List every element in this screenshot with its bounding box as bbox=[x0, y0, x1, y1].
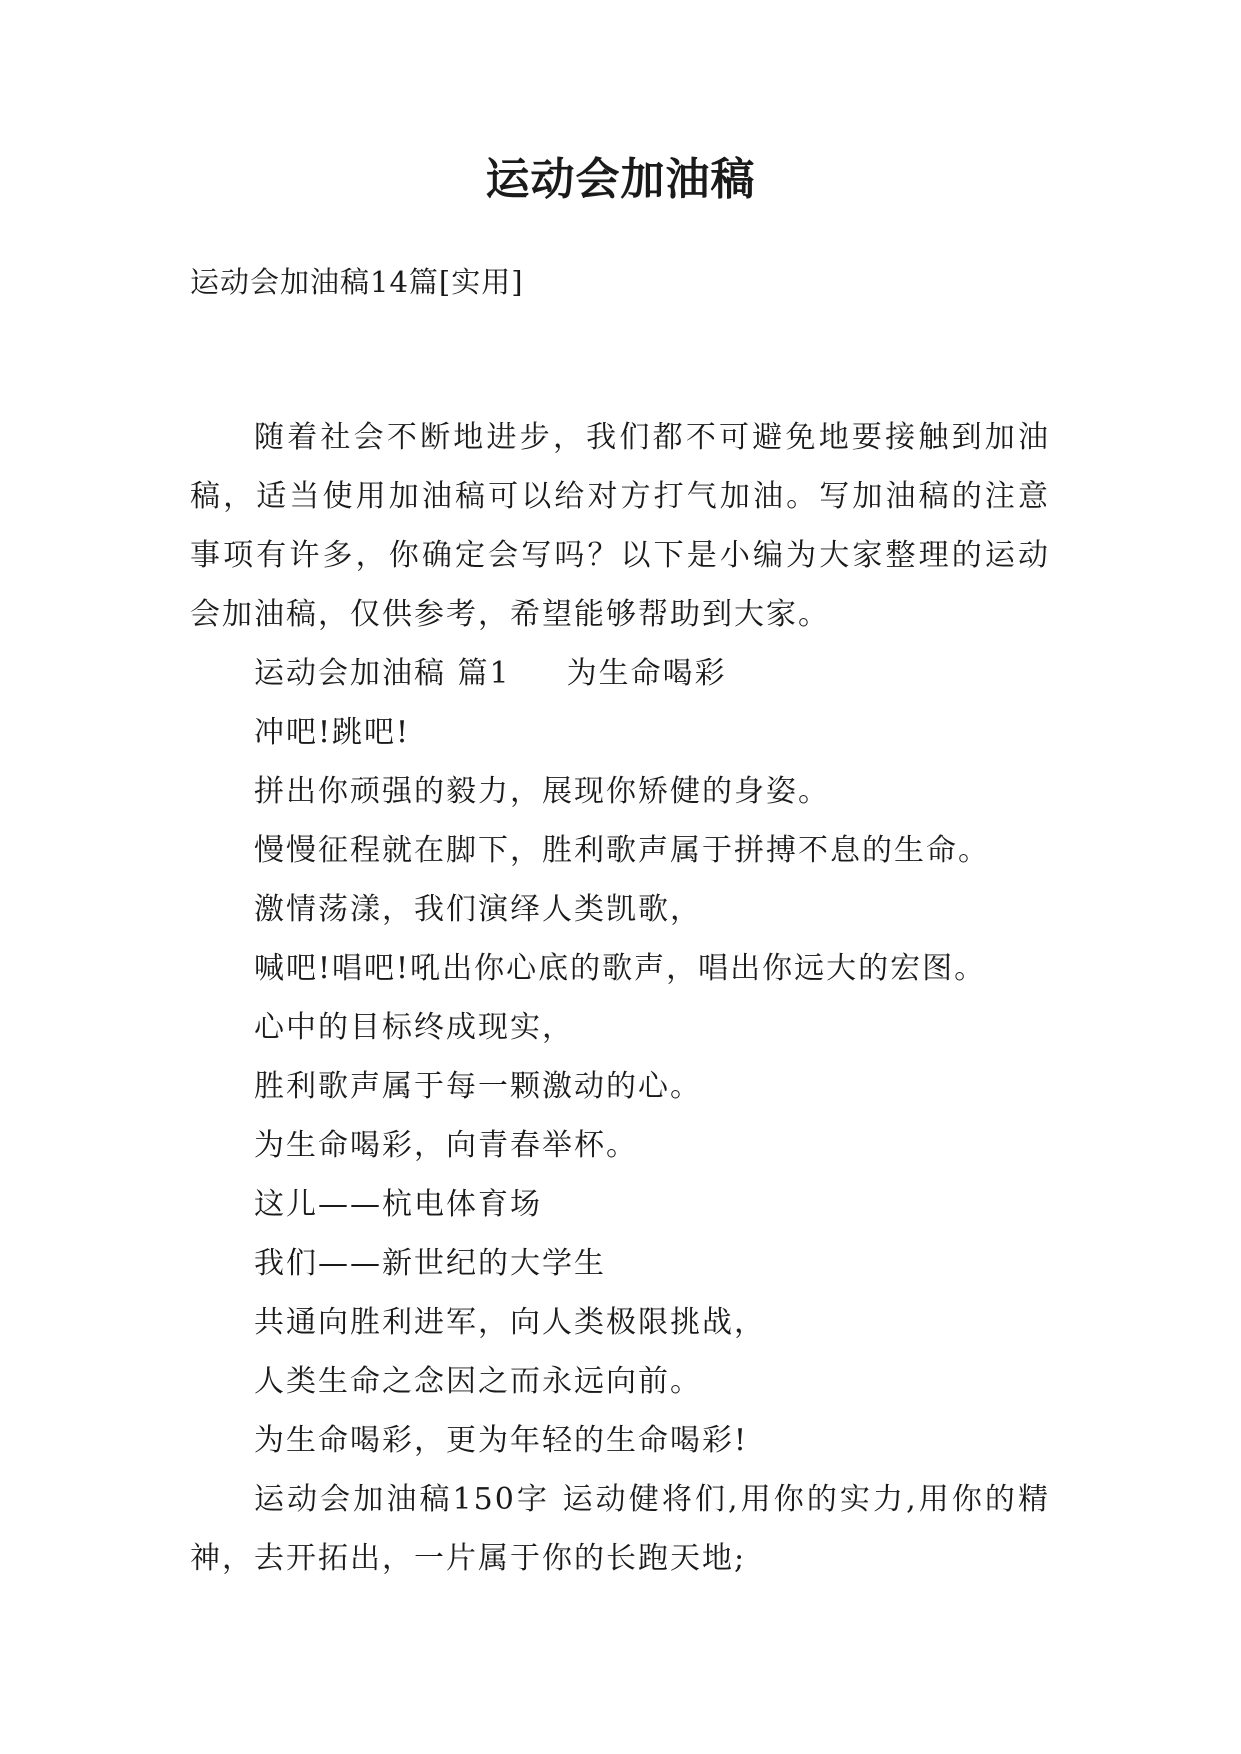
poem-line: 人类生命之念因之而永远向前。 bbox=[254, 1364, 702, 1399]
poem-line: 激情荡漾，我们演绎人类凯歌， bbox=[254, 892, 702, 927]
poem-line: 冲吧!跳吧! bbox=[254, 715, 411, 750]
document-title: 运动会加油稿 bbox=[485, 154, 756, 205]
poem-line: 胜利歌声属于每一颗激动的心。 bbox=[254, 1069, 702, 1104]
closing-paragraph: 运动会加油稿150字 运动健将们,用你的实力,用你的精神，去开拓出，一片属于你的长跑天地; bbox=[190, 1482, 1050, 1576]
poem-line: 拼出你顽强的毅力，展现你矫健的身姿。 bbox=[254, 774, 830, 809]
poem-line: 这儿——杭电体育场 bbox=[254, 1187, 542, 1222]
poem-line: 共通向胜利进军，向人类极限挑战， bbox=[254, 1305, 766, 1340]
poem-line: 心中的目标终成现实， bbox=[254, 1010, 574, 1045]
document-body bbox=[190, 408, 1050, 1588]
section-heading-label: 运动会加油稿 篇1 bbox=[254, 656, 511, 691]
poem-line: 为生命喝彩，向青春举杯。 bbox=[254, 1128, 638, 1163]
intro-paragraph: 随着社会不断地进步，我们都不可避免地要接触到加油稿，适当使用加油稿可以给对方打气加油。写加油稿的注意事项有许多，你确定会写吗？以下是小编为大家整理的运动会加油稿，仅供参考，希望能够帮助到大家。 bbox=[190, 420, 1050, 632]
poem-line: 喊吧!唱吧!吼出你心底的歌声，唱出你远大的宏图。 bbox=[254, 951, 987, 986]
poem-line: 慢慢征程就在脚下，胜利歌声属于拼搏不息的生命。 bbox=[254, 833, 990, 868]
poem-line: 为生命喝彩，更为年轻的生命喝彩! bbox=[254, 1423, 749, 1458]
poem-section bbox=[190, 644, 1050, 1470]
poem-title: 为生命喝彩 bbox=[566, 656, 727, 691]
section-heading bbox=[190, 644, 1050, 703]
poem-line: 我们——新世纪的大学生 bbox=[254, 1246, 606, 1281]
document-subtitle: 运动会加油稿14篇[实用] bbox=[190, 265, 524, 299]
